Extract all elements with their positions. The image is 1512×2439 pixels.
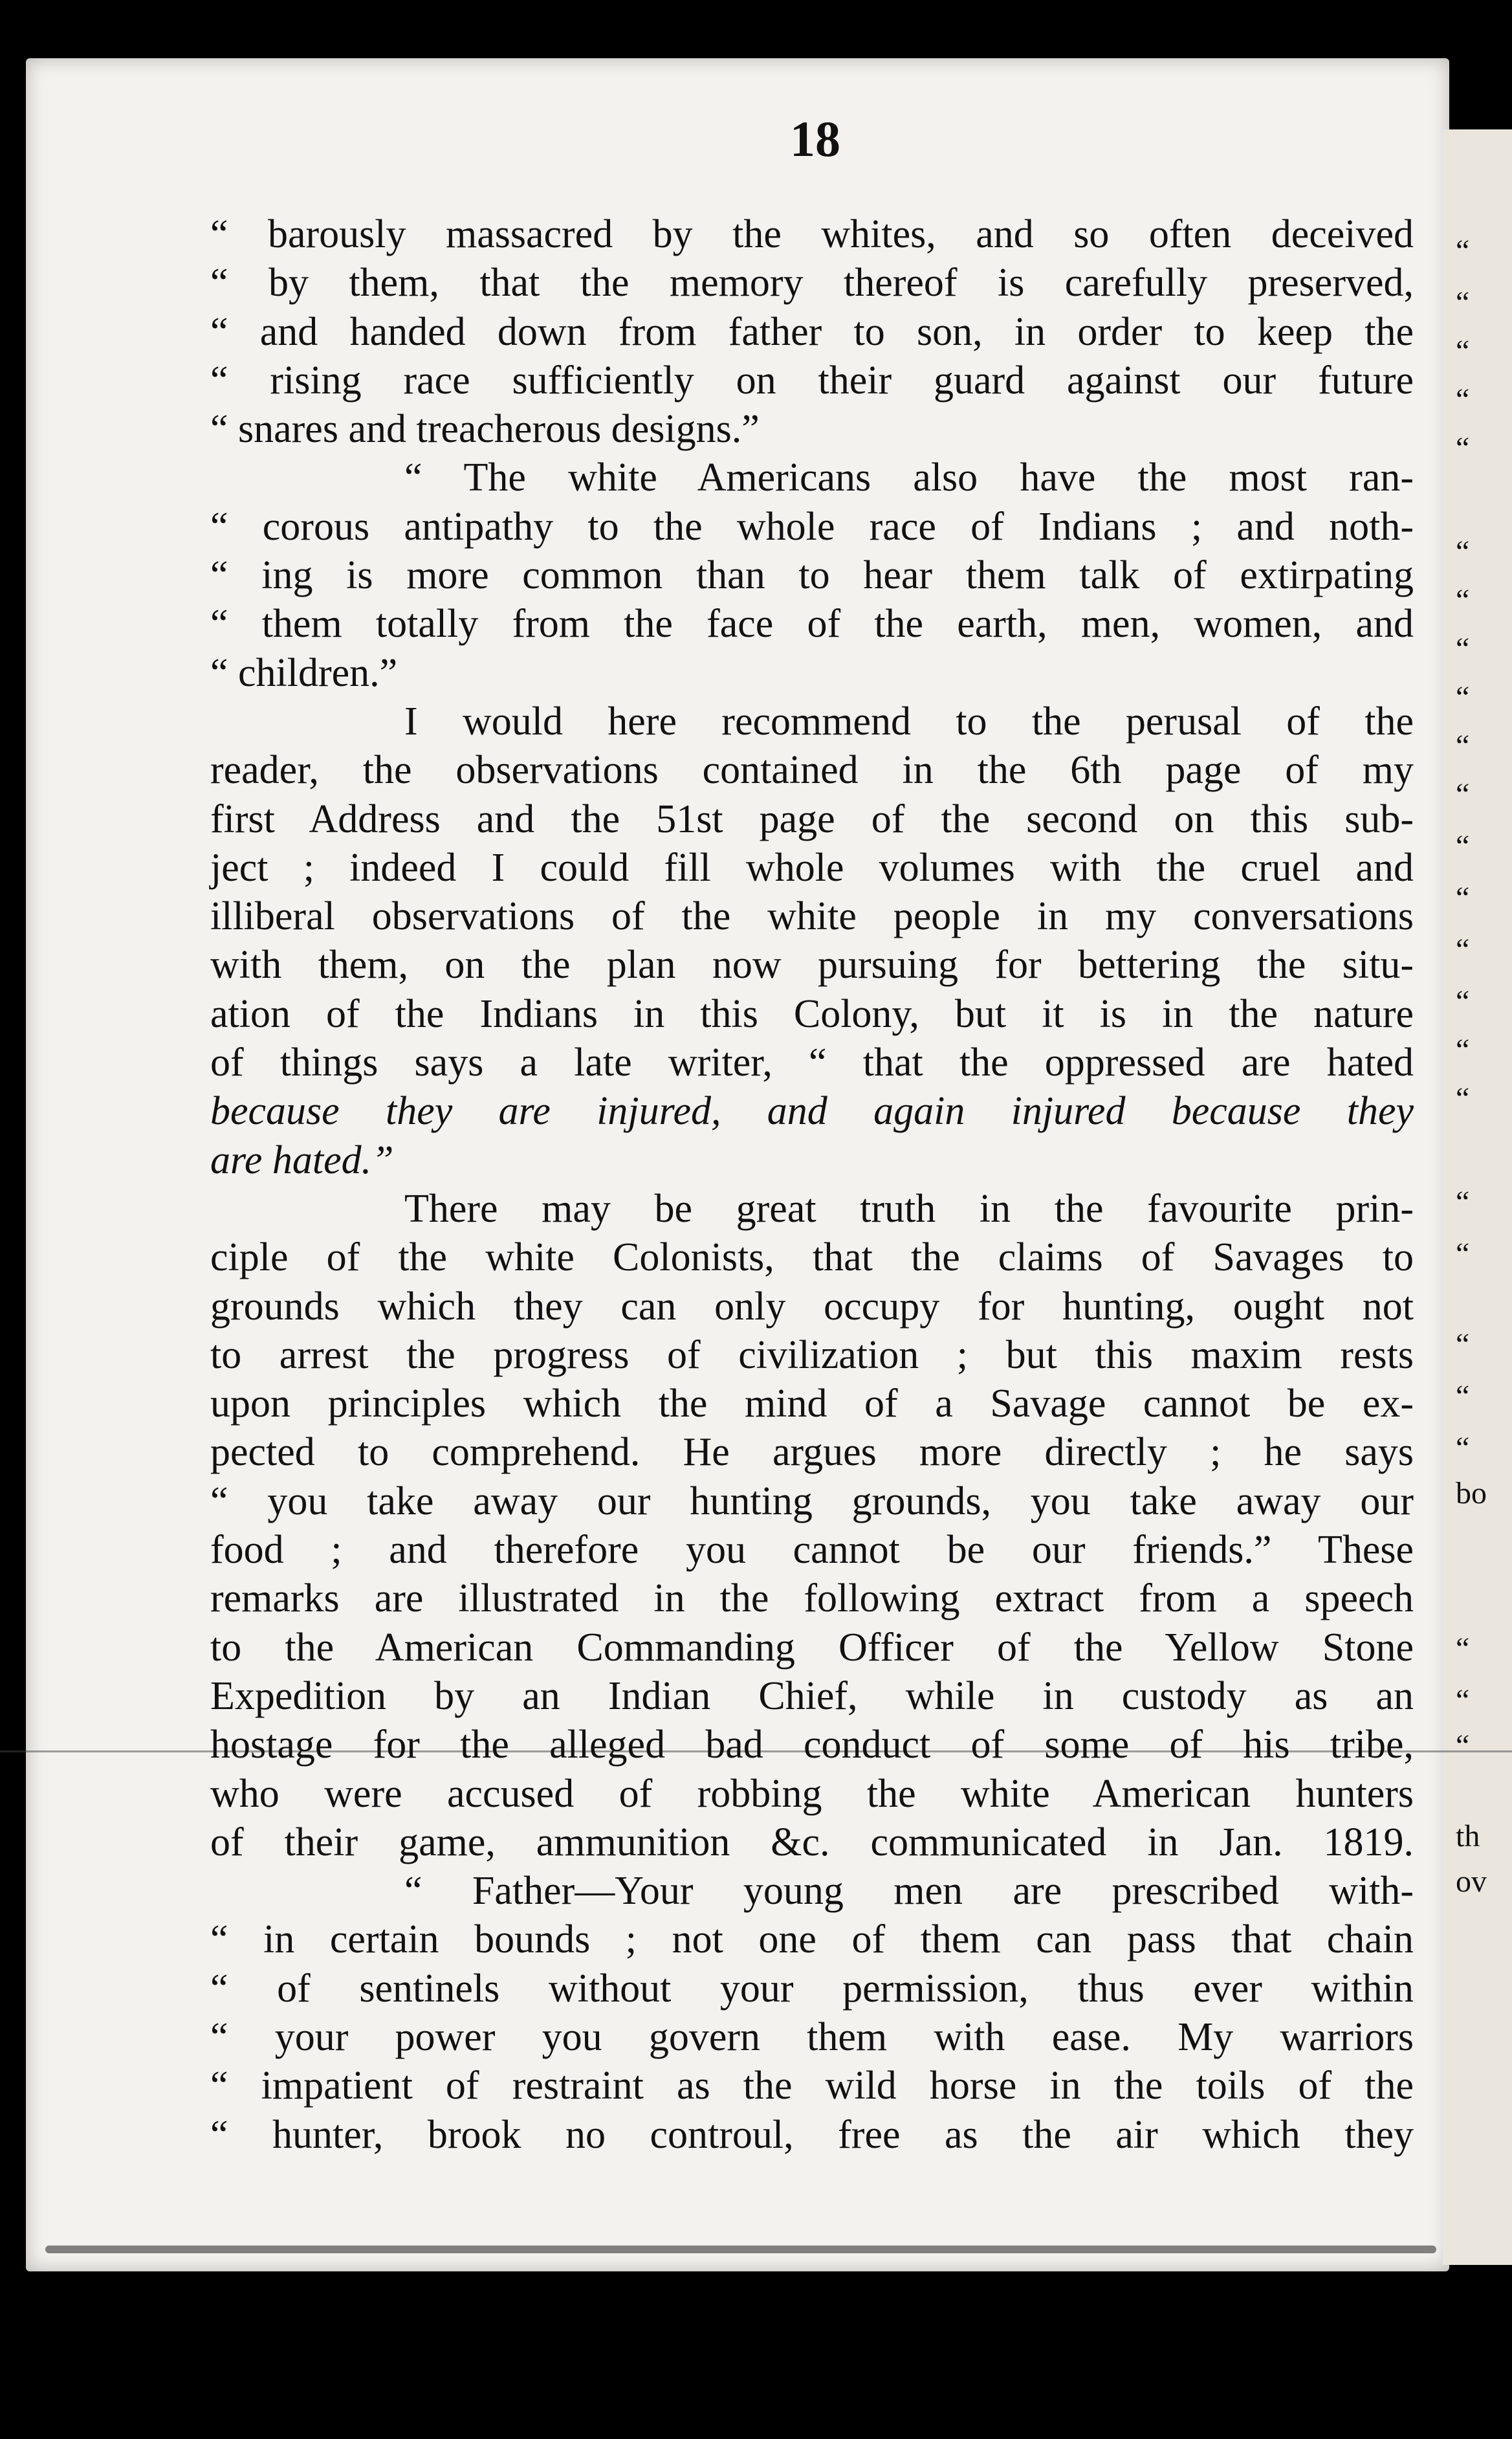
text-line: hostage for the alleged bad conduct of some of his tribe, xyxy=(210,1723,1414,1767)
page-number: 18 xyxy=(790,111,840,167)
text-line: pected to comprehend. He argues more directly ; he says xyxy=(210,1430,1414,1475)
text-line: of their game, ammunition &c. communicated in Jan. 1819. xyxy=(210,1820,1414,1864)
facing-page-fragment: ov xyxy=(1456,1864,1487,1899)
text-line: first Address and the 51st page of the second on this sub- xyxy=(210,797,1414,841)
text-line: “ in certain bounds ; not one of them can pass that chain xyxy=(210,1917,1414,1962)
text-line: food ; and therefore you cannot be our friends.” These xyxy=(210,1528,1414,1573)
text-line: Expedition by an Indian Chief, while in custody as an xyxy=(210,1673,1414,1718)
text-line: grounds which they can only occupy for hunting, ought not xyxy=(210,1284,1414,1329)
text-line: “ corous antipathy to the whole race of Indians ; and noth- xyxy=(210,504,1414,549)
facing-page-fragment: “ xyxy=(1456,1327,1470,1362)
text-line: “ of sentinels without your permission, thus ever within xyxy=(210,1966,1414,2011)
text-line: “ snares and treacherous designs.” xyxy=(210,407,760,452)
facing-page-fragment: “ xyxy=(1456,382,1470,417)
text-line: “ rising race sufficiently on their guard against our future xyxy=(210,358,1414,403)
facing-page-fragment: “ xyxy=(1456,431,1470,465)
facing-page-fragment: “ xyxy=(1456,334,1470,368)
facing-page-fragment: “ xyxy=(1456,1683,1470,1717)
facing-page-fragment: “ xyxy=(1456,984,1470,1019)
facing-page-fragment: “ xyxy=(1456,829,1470,863)
facing-page-fragment: “ xyxy=(1456,1631,1470,1666)
facing-page-fragment: “ xyxy=(1456,1185,1470,1219)
facing-page-fragment: “ xyxy=(1456,1431,1470,1465)
facing-page-fragment: “ xyxy=(1456,632,1470,666)
text-line: ation of the Indians in this Colony, but it is in the nature xyxy=(210,991,1414,1036)
facing-page-fragment: “ xyxy=(1456,535,1470,569)
facing-page-fragment: “ xyxy=(1456,729,1470,763)
facing-page-fragment: “ xyxy=(1456,1728,1470,1763)
facing-page-fragment: bo xyxy=(1456,1476,1487,1510)
facing-page-fragment: “ xyxy=(1456,583,1470,617)
facing-page-fragment: “ xyxy=(1456,1237,1470,1271)
text-line: “ Father—Your young men are prescribed with- xyxy=(404,1869,1414,1914)
text-line: “ children.” xyxy=(210,650,398,695)
text-line: are hated.” xyxy=(210,1138,394,1182)
text-line: who were accused of robbing the white American hunters xyxy=(210,1771,1414,1816)
text-line: “ your power you govern them with ease. My warriors xyxy=(210,2014,1414,2059)
facing-page-fragment: “ xyxy=(1456,1379,1470,1413)
text-line: because they are injured, and again injured because they xyxy=(210,1089,1414,1134)
page-bottom-edge xyxy=(45,2246,1436,2253)
text-line: “ them totally from the face of the earth, men, women, and xyxy=(210,602,1414,646)
text-line: “ by them, that the memory thereof is carefully preserved, xyxy=(210,261,1414,305)
text-line: to arrest the progress of civilization ; but this maxim rests xyxy=(210,1332,1414,1377)
text-line: “ ing is more common than to hear them talk of extirpating xyxy=(210,553,1414,598)
text-line: “ hunter, brook no controul, free as the air which they xyxy=(210,2112,1414,2157)
facing-page-fragment: “ xyxy=(1456,1081,1470,1116)
text-line: “ impatient of restraint as the wild horse in the toils of the xyxy=(210,2064,1414,2108)
text-line: with them, on the plan now pursuing for bettering the situ- xyxy=(210,943,1414,988)
text-line: There may be great truth in the favourite prin- xyxy=(404,1186,1414,1231)
body-text xyxy=(210,210,1414,2159)
facing-page-strip xyxy=(1443,129,1512,2265)
text-line: reader, the observations contained in the 6th page of my xyxy=(210,748,1414,793)
facing-page-fragment: “ xyxy=(1456,680,1470,714)
facing-page-fragment: th xyxy=(1456,1819,1480,1853)
facing-page-fragment: “ xyxy=(1456,933,1470,967)
text-line: to the American Commanding Officer of the Yellow Stone xyxy=(210,1625,1414,1670)
facing-page-fragment: “ xyxy=(1456,234,1470,268)
text-line: of things says a late writer, “ that the oppressed are hated xyxy=(210,1041,1414,1085)
text-line: “ The white Americans also have the most ran- xyxy=(404,456,1414,500)
text-line: illiberal observations of the white people in my conversations xyxy=(210,894,1414,939)
text-line: “ barously massacred by the whites, and so often deceived xyxy=(210,212,1414,256)
text-line: ciple of the white Colonists, that the claims of Savages to xyxy=(210,1235,1414,1280)
facing-page-fragment: “ xyxy=(1456,777,1470,811)
facing-page-fragment: “ xyxy=(1456,1033,1470,1067)
text-line: upon principles which the mind of a Savage cannot be ex- xyxy=(210,1382,1414,1426)
text-line: ject ; indeed I could fill whole volumes with the cruel and xyxy=(210,845,1414,890)
facing-page-fragment: “ xyxy=(1456,881,1470,915)
text-line: “ and handed down from father to son, in order to keep the xyxy=(210,309,1414,354)
facing-page-fragment: “ xyxy=(1456,285,1470,320)
text-line: remarks are illustrated in the following extract from a speech xyxy=(210,1576,1414,1621)
text-line: I would here recommend to the perusal of the xyxy=(404,699,1414,744)
text-line: “ you take away our hunting grounds, you take away our xyxy=(210,1479,1414,1523)
